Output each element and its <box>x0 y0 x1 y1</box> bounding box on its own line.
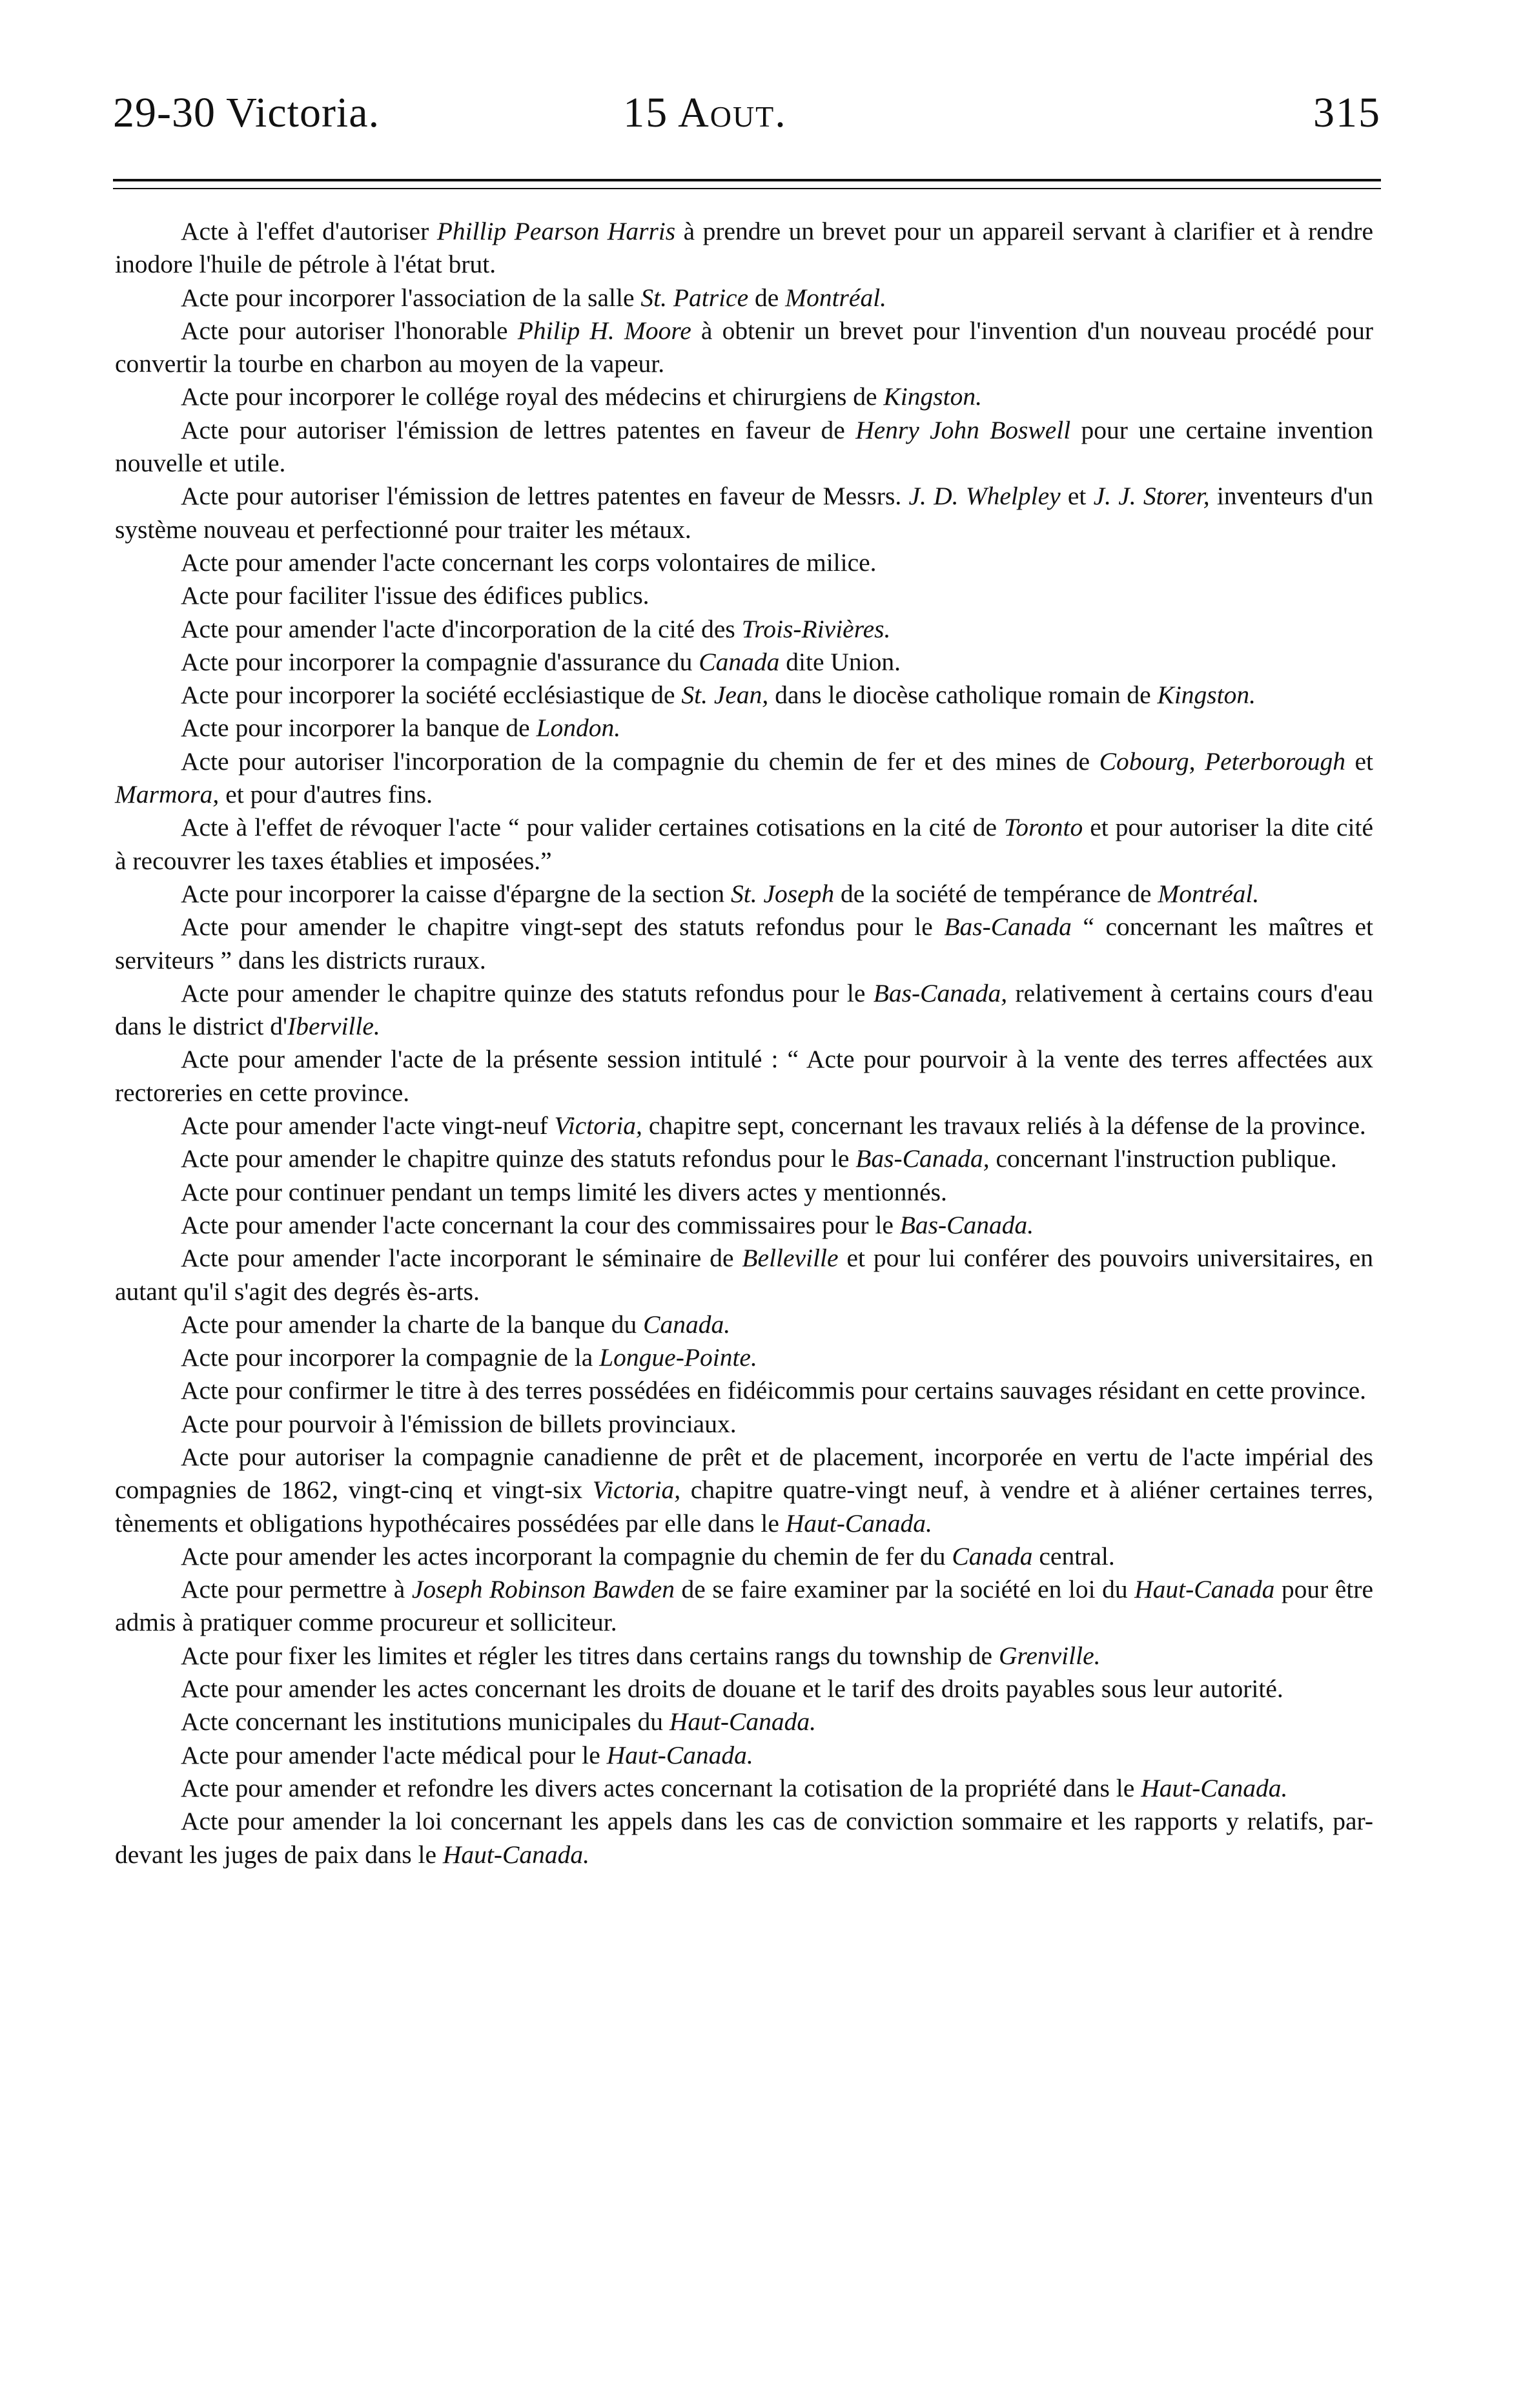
header-rule-thick <box>113 179 1381 181</box>
act-italic-text: Haut-Canada. <box>785 1508 932 1538</box>
act-entry <box>115 215 1373 282</box>
act-text: Acte pour pourvoir à l'émission de billets provinciaux. <box>181 1409 737 1438</box>
act-entry <box>115 1109 1373 1142</box>
act-italic-text: Kingston. <box>1157 681 1256 710</box>
act-entry <box>115 546 1373 579</box>
act-entry <box>115 878 1373 911</box>
act-italic-text: Kingston. <box>883 382 982 411</box>
act-italic-text: Toronto <box>1003 813 1083 842</box>
act-text: concernant l'instruction publique. <box>989 1144 1337 1173</box>
act-italic-text: Phillip Pearson Harris <box>436 217 676 245</box>
act-text: Acte pour amender et refondre les divers actes concernant la cotisation de la propriété dans le <box>181 1773 1141 1802</box>
act-text: et pour autoriser la dite cité à recouvrer les taxes établies et imposées.” <box>115 813 1373 875</box>
act-text: à obtenir un brevet pour l'invention d'un nouveau procédé pour convertir la tourbe en charbon au moyen de la vapeur. <box>115 316 1373 378</box>
act-text: “ concernant les maîtres et serviteurs ” dans les districts ruraux. <box>115 912 1373 974</box>
act-italic-text: Montréal. <box>1158 879 1260 908</box>
act-entry <box>115 314 1373 381</box>
act-entry <box>115 811 1373 878</box>
act-entry <box>115 1308 1373 1341</box>
act-entry <box>115 646 1373 679</box>
act-text: Acte pour incorporer la caisse d'épargne de la section <box>181 879 731 908</box>
act-entry <box>115 745 1373 812</box>
act-text: Acte pour amender la charte de la banque du <box>181 1310 644 1339</box>
act-italic-text: Henry John Boswell <box>855 415 1071 444</box>
act-text: relativement à certains cours d'eau dans le district d' <box>115 978 1373 1041</box>
act-italic-text: Belleville <box>742 1244 839 1273</box>
act-entry <box>115 1805 1373 1871</box>
act-italic-text: Philip H. Moore <box>517 316 691 345</box>
act-italic-text: J. J. Storer, <box>1093 482 1210 511</box>
act-italic-text: St. Patrice <box>640 283 749 312</box>
act-italic-text: Haut-Canada <box>1134 1575 1275 1604</box>
act-text: Acte pour continuer pendant un temps limité les divers actes y mentionnés. <box>181 1177 947 1206</box>
act-entry <box>115 1640 1373 1672</box>
act-text: Acte pour amender le chapitre vingt-sept des statuts refondus pour le <box>181 912 945 942</box>
act-entry <box>115 1540 1373 1573</box>
act-text: à prendre un brevet pour un appareil servant à clarifier et à rendre inodore l'huile de pétrole à l'état brut. <box>115 217 1373 279</box>
act-text: Acte pour autoriser l'honorable <box>181 316 518 345</box>
act-entry <box>115 1705 1373 1738</box>
act-entry <box>115 613 1373 646</box>
act-entry <box>115 679 1373 712</box>
act-text: Acte pour incorporer l'association de la salle <box>181 283 641 312</box>
act-text: pour être admis à pratiquer comme procureur et solliciteur. <box>115 1575 1373 1637</box>
act-entry <box>115 1772 1373 1805</box>
act-entry <box>115 911 1373 977</box>
act-text: Acte pour incorporer la compagnie d'assurance du <box>181 647 699 676</box>
act-entry <box>115 1176 1373 1209</box>
running-head-date: 15 Aout. <box>623 89 787 136</box>
act-text: pour une certaine invention nouvelle et utile. <box>115 415 1373 478</box>
act-text: dans le diocèse catholique romain de <box>768 681 1158 710</box>
act-entry <box>115 1672 1373 1705</box>
act-text: Acte pour amender l'acte vingt-neuf <box>181 1111 555 1140</box>
act-text: inventeurs d'un système nouveau et perfectionné pour traiter les métaux. <box>115 482 1373 544</box>
act-italic-text: Victoria, <box>554 1111 642 1140</box>
act-italic-text: Bas-Canada. <box>899 1210 1034 1239</box>
act-text: Acte pour amender l'acte de la présente session intitulé : “ Acte pour pourvoir à la vente des terres affectées aux rectoreries en cette province. <box>115 1045 1373 1107</box>
act-entry <box>115 1043 1373 1109</box>
act-text: chapitre quatre-vingt neuf, à vendre et à aliéner certaines terres, tènements et obligations hypothécaires possédées par elle dans le <box>115 1476 1373 1538</box>
act-text: Acte pour incorporer la compagnie de la <box>181 1343 600 1372</box>
act-text: de <box>748 283 786 312</box>
act-italic-text: Canada <box>952 1541 1033 1570</box>
act-entry <box>115 1142 1373 1175</box>
act-text: et <box>1060 482 1094 511</box>
act-text: Acte pour autoriser l'émission de lettres patentes en faveur de <box>181 415 856 444</box>
act-entry <box>115 1408 1373 1441</box>
act-text: chapitre sept, concernant les travaux reliés à la défense de la province. <box>642 1111 1366 1140</box>
act-italic-text: London. <box>536 714 621 743</box>
act-text: Acte pour incorporer le collége royal des médecins et chirurgiens de <box>181 382 884 411</box>
act-italic-text: Bas-Canada <box>944 912 1072 942</box>
act-text: dite Union. <box>779 647 901 676</box>
act-text: central. <box>1032 1541 1115 1570</box>
act-italic-text: Bas-Canada, <box>855 1144 990 1173</box>
act-text: Acte à l'effet de révoquer l'acte “ pour valider certaines cotisations en la cité de <box>181 813 1004 842</box>
act-text: et <box>1345 746 1373 776</box>
act-italic-text: Joseph Robinson Bawden <box>411 1575 675 1604</box>
act-text: Acte pour incorporer la banque de <box>181 714 537 743</box>
act-text: Acte pour autoriser l'incorporation de la compagnie du chemin de fer et des mines de <box>181 746 1099 776</box>
act-text: de la société de tempérance de <box>834 879 1158 908</box>
act-italic-text: Cobourg, Peterborough <box>1099 746 1345 776</box>
act-text: Acte à l'effet d'autoriser <box>181 217 437 245</box>
act-entry <box>115 1573 1373 1640</box>
act-text: Acte pour amender l'acte incorporant le séminaire de <box>181 1244 742 1273</box>
act-italic-text: Haut-Canada. <box>606 1740 753 1769</box>
page-number: 315 <box>1313 89 1381 136</box>
act-text: Acte pour amender les actes incorporant la compagnie du chemin de fer du <box>181 1541 952 1570</box>
act-text: Acte pour amender l'acte d'incorporation de la cité des <box>181 614 742 643</box>
act-text: Acte pour fixer les limites et régler les titres dans certains rangs du township de <box>181 1641 999 1670</box>
act-text: et pour d'autres fins. <box>219 780 433 809</box>
act-text: de se faire examiner par la société en loi du <box>675 1575 1135 1604</box>
act-italic-text: J. D. Whelpley <box>908 482 1061 511</box>
act-entry <box>115 1341 1373 1374</box>
act-entry <box>115 1374 1373 1407</box>
act-text: Acte pour amender la loi concernant les appels dans les cas de conviction sommaire et les rapports y relatifs, par-devant les juges de paix dans le <box>115 1807 1373 1869</box>
acts-list <box>115 215 1373 1871</box>
act-entry <box>115 380 1373 413</box>
act-italic-text: Marmora, <box>115 780 220 809</box>
act-italic-text: St. Jean, <box>681 681 769 710</box>
act-italic-text: Canada. <box>643 1310 731 1339</box>
act-text: Acte pour confirmer le titre à des terres possédées en fidéicommis pour certains sauvages résidant en cette province. <box>181 1376 1367 1405</box>
act-italic-text: Grenville. <box>998 1641 1101 1670</box>
act-text: Acte pour amender l'acte concernant les corps volontaires de milice. <box>181 548 877 577</box>
act-text: Acte pour faciliter l'issue des édifices publics. <box>181 581 649 610</box>
running-head <box>113 84 1381 142</box>
act-entry <box>115 579 1373 612</box>
act-text: et pour lui conférer des pouvoirs universitaires, en autant qu'il s'agit des degrés ès-arts. <box>115 1244 1373 1306</box>
act-entry <box>115 1739 1373 1772</box>
act-text: Acte pour autoriser la compagnie canadienne de prêt et de placement, incorporée en vertu de l'acte impérial des compagnies de 1862, vingt-cinq et vingt-six <box>115 1442 1373 1505</box>
act-entry <box>115 480 1373 546</box>
act-italic-text: Haut-Canada. <box>442 1840 589 1869</box>
act-italic-text: Iberville. <box>287 1012 380 1041</box>
act-entry <box>115 282 1373 314</box>
act-text: Acte pour amender l'acte médical pour le <box>181 1740 607 1769</box>
header-rule-thin <box>113 188 1381 189</box>
act-text: Acte pour permettre à <box>181 1575 412 1604</box>
running-head-title: 29-30 Victoria. <box>113 89 380 136</box>
act-text: Acte pour amender le chapitre quinze des statuts refondus pour le <box>181 978 874 1007</box>
act-italic-text: Canada <box>699 647 780 676</box>
act-italic-text: Haut-Canada. <box>1141 1773 1288 1802</box>
act-entry <box>115 414 1373 480</box>
act-italic-text: Trois-Rivières. <box>741 614 891 643</box>
act-italic-text: Montréal. <box>785 283 887 312</box>
act-entry <box>115 1242 1373 1308</box>
act-italic-text: St. Joseph <box>731 879 835 908</box>
act-text: Acte pour incorporer la société ecclésiastique de <box>181 681 682 710</box>
act-text: Acte pour amender le chapitre quinze des statuts refondus pour le <box>181 1144 856 1173</box>
act-text: Acte concernant les institutions municipales du <box>181 1707 670 1736</box>
act-italic-text: Haut-Canada. <box>669 1707 817 1736</box>
act-italic-text: Longue-Pointe. <box>599 1343 757 1372</box>
act-text: Acte pour amender l'acte concernant la cour des commissaires pour le <box>181 1210 900 1239</box>
act-entry <box>115 1209 1373 1242</box>
act-italic-text: Victoria, <box>592 1476 681 1505</box>
act-text: Acte pour autoriser l'émission de lettres patentes en faveur de Messrs. <box>181 482 909 511</box>
act-entry <box>115 977 1373 1044</box>
act-italic-text: Bas-Canada, <box>873 978 1008 1007</box>
act-text: Acte pour amender les actes concernant les droits de douane et le tarif des droits payables sous leur autorité. <box>181 1674 1283 1703</box>
act-entry <box>115 712 1373 745</box>
act-entry <box>115 1441 1373 1540</box>
